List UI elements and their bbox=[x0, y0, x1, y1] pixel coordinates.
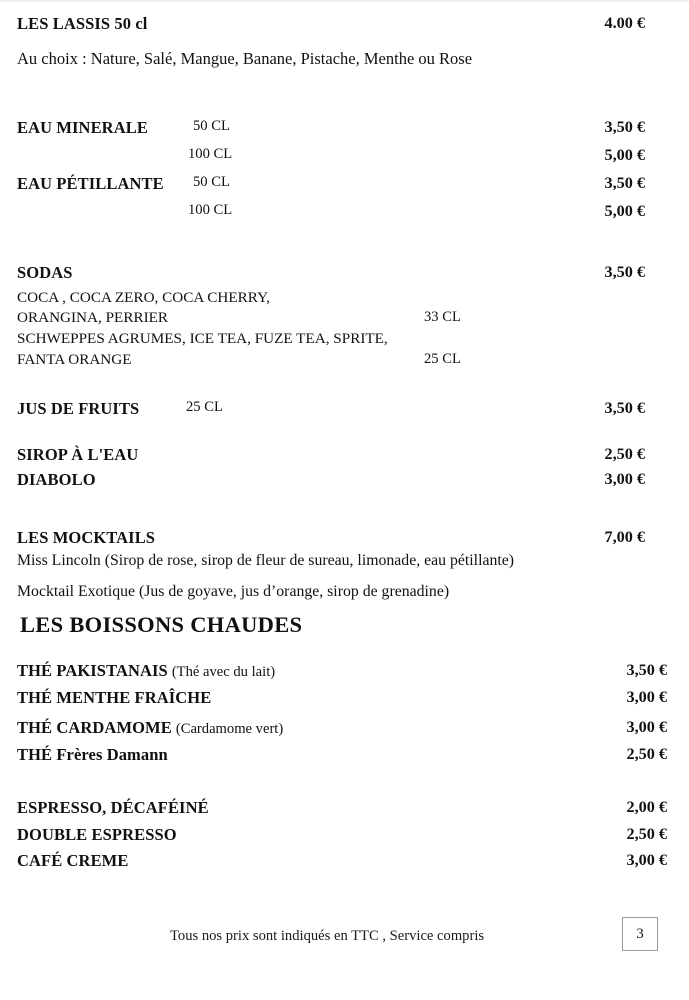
sodas-price: 3,50 € bbox=[604, 263, 645, 281]
the-cardamome-title: THÉ CARDAMOME bbox=[17, 718, 172, 737]
sodas-line-text-4: FANTA ORANGE bbox=[17, 351, 132, 368]
the-pakistanais-note: (Thé avec du lait) bbox=[171, 664, 276, 680]
sodas-volume-33: 33 CL bbox=[424, 309, 461, 325]
menu-row-mocktail-miss-lincoln bbox=[0, 552, 689, 579]
jus-de-fruits-volume: 25 CL bbox=[186, 399, 223, 415]
menu-row-cafe-creme bbox=[0, 851, 689, 878]
sodas-title: SODAS bbox=[17, 263, 73, 282]
menu-row-the-cardamome bbox=[0, 718, 689, 745]
menu-row-sirop-a-l-eau bbox=[0, 445, 689, 472]
jus-de-fruits-price: 3,50 € bbox=[604, 399, 645, 417]
cafe-creme-title: CAFÉ CREME bbox=[17, 851, 129, 870]
mocktails-title: LES MOCKTAILS bbox=[17, 528, 156, 547]
sodas-volume-25: 25 CL bbox=[424, 351, 461, 367]
the-freres-damann-title: THÉ Frères Damann bbox=[17, 745, 168, 764]
page-number-box bbox=[622, 917, 658, 951]
lassis-title: LES LASSIS 50 cl bbox=[17, 14, 148, 33]
section-heading-boissons-chaudes: LES BOISSONS CHAUDES bbox=[20, 612, 303, 637]
the-pakistanais-price: 3,50 € bbox=[626, 661, 667, 679]
the-pakistanais-title: THÉ PAKISTANAIS bbox=[17, 661, 168, 680]
menu-row-lassis bbox=[0, 14, 689, 41]
eau-minerale-price-50: 3,50 € bbox=[604, 118, 645, 136]
the-menthe-fraiche-title: THÉ MENTHE FRAÎCHE bbox=[17, 688, 212, 707]
eau-minerale-volume-100: 100 CL bbox=[188, 146, 233, 162]
lassis-price: 4.00 € bbox=[604, 14, 645, 32]
sodas-line-text-1: COCA , COCA ZERO, COCA CHERRY, bbox=[17, 289, 270, 306]
mocktail-description-1: Miss Lincoln (Sirop de rose, sirop de fleur de sureau, limonade, eau pétillante) bbox=[17, 552, 515, 569]
the-menthe-fraiche-price: 3,00 € bbox=[626, 688, 667, 706]
menu-row-lassis-choices bbox=[0, 49, 689, 76]
the-cardamome-label bbox=[17, 718, 283, 738]
scan-edge-shadow bbox=[0, 0, 689, 3]
menu-row-sodas-line-4 bbox=[0, 351, 689, 372]
eau-petillante-volume-100: 100 CL bbox=[188, 202, 233, 218]
double-espresso-price: 2,50 € bbox=[626, 825, 667, 843]
cafe-creme-price: 3,00 € bbox=[626, 851, 667, 869]
diabolo-title: DIABOLO bbox=[17, 470, 96, 489]
eau-petillante-price-50: 3,50 € bbox=[604, 174, 645, 192]
jus-de-fruits-title: JUS DE FRUITS bbox=[17, 399, 140, 418]
diabolo-price: 3,00 € bbox=[604, 470, 645, 488]
mocktails-price: 7,00 € bbox=[604, 528, 645, 546]
the-cardamome-price: 3,00 € bbox=[626, 718, 667, 736]
menu-row-sodas-line-3 bbox=[0, 330, 689, 351]
menu-row-espresso-decafeine bbox=[0, 798, 689, 825]
menu-row-diabolo bbox=[0, 470, 689, 497]
menu-row-double-espresso bbox=[0, 825, 689, 852]
sodas-line-text-3: SCHWEPPES AGRUMES, ICE TEA, FUZE TEA, SPRITE, bbox=[17, 330, 388, 347]
menu-row-sodas-line-2 bbox=[0, 309, 689, 330]
menu-row-sodas-line-1 bbox=[0, 289, 689, 310]
menu-row-mocktails bbox=[0, 528, 689, 555]
the-pakistanais-label bbox=[17, 661, 275, 681]
menu-row-the-menthe-fraiche bbox=[0, 688, 689, 715]
eau-petillante-title: EAU PÉTILLANTE bbox=[17, 174, 164, 193]
lassis-choices-text: Au choix : Nature, Salé, Mangue, Banane, Pistache, Menthe ou Rose bbox=[17, 49, 473, 68]
footer-price-note: Tous nos prix sont indiqués en TTC , Service compris bbox=[170, 928, 485, 944]
espresso-decafeine-title: ESPRESSO, DÉCAFÉINÉ bbox=[17, 798, 209, 817]
menu-row-eau-minerale-50 bbox=[0, 118, 689, 145]
menu-row-the-pakistanais bbox=[0, 661, 689, 688]
menu-row-eau-petillante-50 bbox=[0, 174, 689, 201]
menu-row-eau-petillante-100 bbox=[0, 202, 689, 229]
eau-minerale-volume-50: 50 CL bbox=[193, 118, 230, 134]
eau-petillante-volume-50: 50 CL bbox=[193, 174, 230, 190]
eau-minerale-title: EAU MINERALE bbox=[17, 118, 148, 137]
page-number-value: 3 bbox=[636, 925, 644, 942]
menu-row-jus-de-fruits bbox=[0, 399, 689, 426]
the-freres-damann-price: 2,50 € bbox=[626, 745, 667, 763]
eau-minerale-price-100: 5,00 € bbox=[604, 146, 645, 164]
menu-row-sodas bbox=[0, 263, 689, 290]
double-espresso-title: DOUBLE ESPRESSO bbox=[17, 825, 177, 844]
eau-petillante-price-100: 5,00 € bbox=[604, 202, 645, 220]
espresso-decafeine-price: 2,00 € bbox=[626, 798, 667, 816]
menu-row-the-freres-damann bbox=[0, 745, 689, 772]
sirop-a-l-eau-title: SIROP À L'EAU bbox=[17, 445, 139, 464]
sirop-a-l-eau-price: 2,50 € bbox=[604, 445, 645, 463]
menu-row-eau-minerale-100 bbox=[0, 146, 689, 173]
sodas-line-text-2: ORANGINA, PERRIER bbox=[17, 309, 169, 326]
mocktail-description-2: Mocktail Exotique (Jus de goyave, jus d’orange, sirop de grenadine) bbox=[17, 583, 450, 600]
the-cardamome-note: (Cardamome vert) bbox=[175, 721, 284, 737]
menu-row-mocktail-exotique bbox=[0, 583, 689, 610]
